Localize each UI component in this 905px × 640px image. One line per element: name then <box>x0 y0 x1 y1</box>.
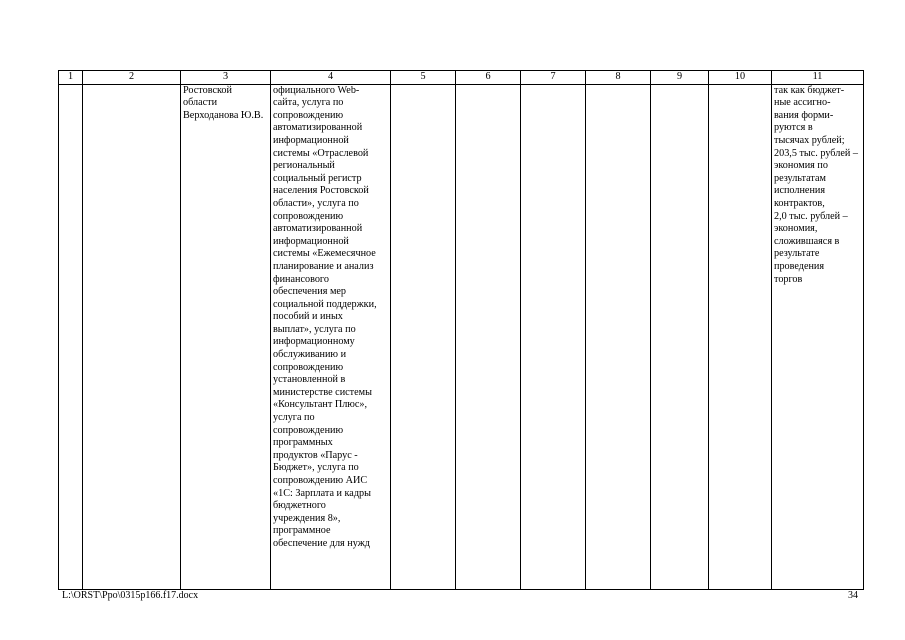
cell-col-2 <box>83 84 181 589</box>
cell-col-1 <box>59 84 83 589</box>
column-header-9: 9 <box>651 71 709 85</box>
cell-col-9 <box>651 84 709 589</box>
page-number: 34 <box>848 590 858 601</box>
cell-col-10 <box>709 84 772 589</box>
cell-col-5 <box>391 84 456 589</box>
header-row <box>59 71 864 85</box>
column-header-1: 1 <box>59 71 83 85</box>
document-table <box>58 70 864 590</box>
column-header-6: 6 <box>456 71 521 85</box>
column-header-8: 8 <box>586 71 651 85</box>
column-header-11: 11 <box>772 71 864 85</box>
footer-file-path: L:\ORST\Ppo\0315p166.f17.docx <box>62 590 199 601</box>
table-row <box>59 84 864 589</box>
column-header-7: 7 <box>521 71 586 85</box>
cell-col-7 <box>521 84 586 589</box>
column-header-2: 2 <box>83 71 181 85</box>
cell-notes: так как бюджет- ные ассигно- вания форми- руются в тысячах рублей; 203,5 тыс. рублей – экономия по результатам исполнения контрактов, 2,0 тыс. рублей – экономия, сложившаяся в результате проведения торгов <box>772 84 864 589</box>
cell-col-8 <box>586 84 651 589</box>
column-header-4: 4 <box>271 71 391 85</box>
column-header-10: 10 <box>709 71 772 85</box>
column-header-5: 5 <box>391 71 456 85</box>
column-header-3: 3 <box>181 71 271 85</box>
cell-responsible-person: Ростовской области Верходанова Ю.В. <box>181 84 271 589</box>
cell-services-description: официального Web- сайта, услуга по сопровождению автоматизированной информационной системы «Отраслевой региональный социальный регистр населения Ростовской области», услуга по сопровождению автоматизированной информационной системы «Ежемесячное планирование и анализ финансового обеспечения мер социальной поддержки, пособий и иных выплат», услуга по информационному обслуживанию и сопровождению установленной в министерстве системы «Консультант Плюс», услуга по сопровождению программных продуктов «Парус - Бюджет», услуга по сопровождению АИС «1С: Зарплата и кадры бюджетного учреждения 8», программное обеспечение для нужд <box>271 84 391 589</box>
cell-col-6 <box>456 84 521 589</box>
